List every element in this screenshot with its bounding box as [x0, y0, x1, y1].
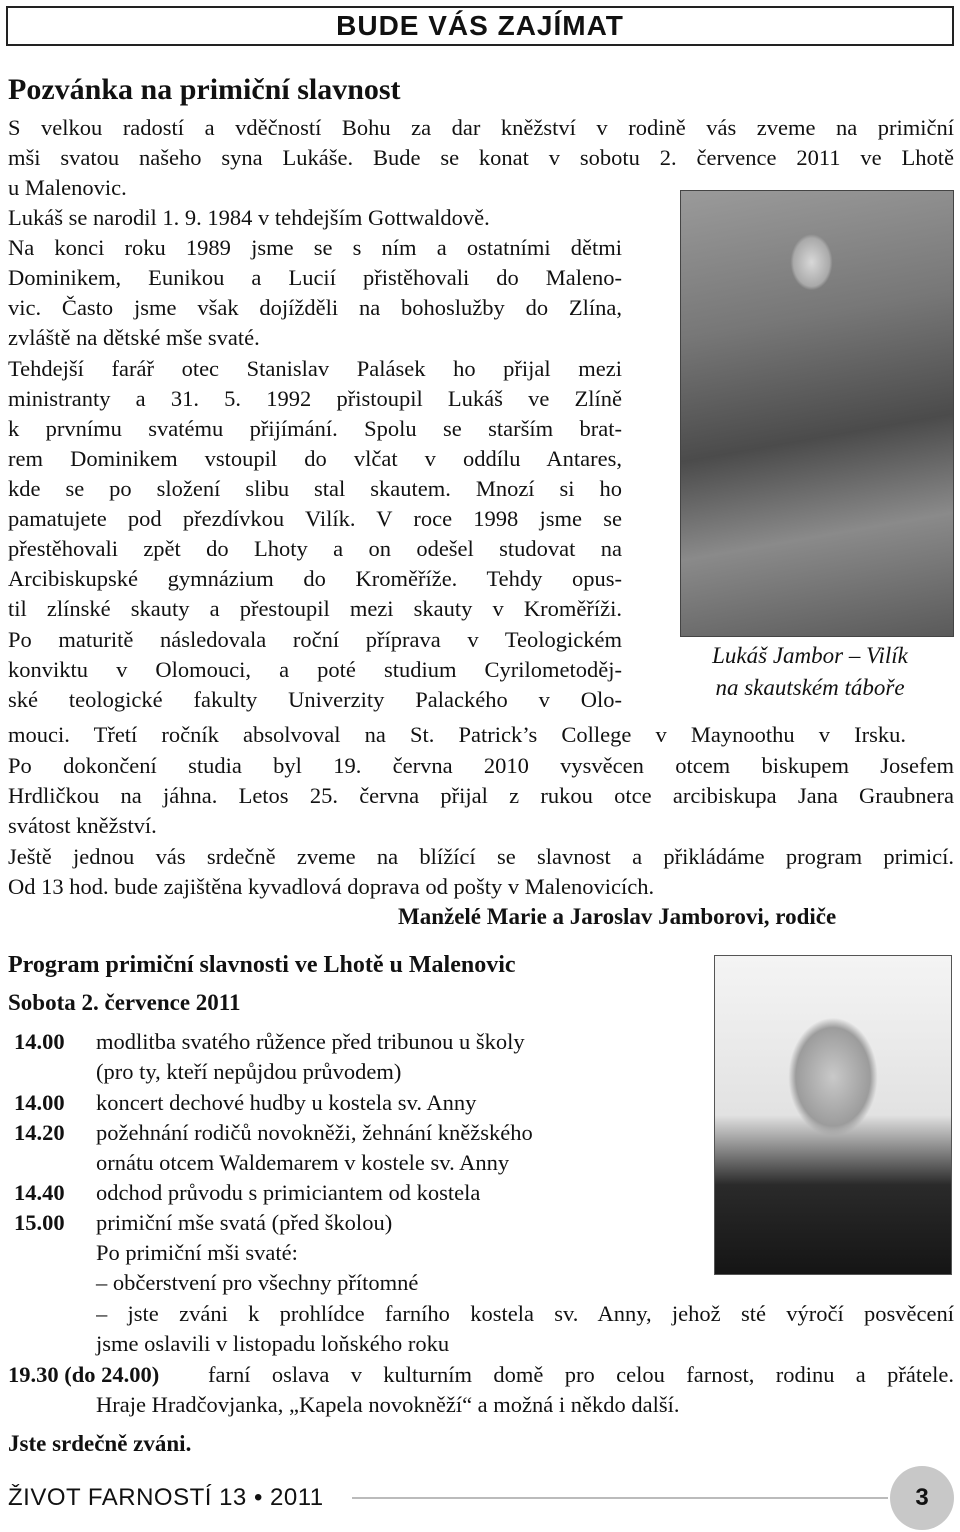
article-line: rem Dominikem vstoupil do vlčat v oddílu Antares,	[8, 446, 622, 471]
signature: Manželé Marie a Jaroslav Jamborovi, rodiče	[398, 904, 837, 929]
program-time: 14.00	[14, 1029, 65, 1054]
program-time: 14.40	[14, 1180, 65, 1205]
article-line: Po maturitě následovala roční příprava v Teologickém	[8, 627, 622, 652]
program-item: modlitba svatého růžence před tribunou u školy	[96, 1029, 525, 1054]
article-line: Lukáš se narodil 1. 9. 1984 v tehdejším Gottwaldově.	[8, 205, 490, 230]
priest-portrait-photo	[714, 955, 952, 1275]
article-line: přestěhovali zpět do Lhoty a on odešel studovat na	[8, 536, 622, 561]
article-line: svátost kněžství.	[8, 813, 157, 838]
footer-divider	[352, 1497, 888, 1499]
article-line: konviktu v Olomouci, a poté studium Cyrilometoděj-	[8, 657, 622, 682]
article-line: ské teologické fakulty Univerzity Palackého v Olo-	[8, 687, 622, 712]
publication-name: ŽIVOT FARNOSTÍ 13 • 2011	[8, 1484, 324, 1511]
article-line: Tehdejší farář otec Stanislav Palásek ho přijal mezi	[8, 356, 622, 381]
article-line: u Malenovic.	[8, 175, 127, 200]
closing-line: Jste srdečně zváni.	[8, 1431, 192, 1456]
program-time: 14.00	[14, 1090, 65, 1115]
program-time: 15.00	[14, 1210, 65, 1235]
article-line: ministranty a 31. 5. 1992 přistoupil Lukáš ve Zlíně	[8, 386, 622, 411]
program-item: – občerstvení pro všechny přítomné	[96, 1270, 419, 1295]
program-item: ornátu otcem Waldemarem v kostele sv. Anny	[96, 1150, 510, 1175]
article-line: Ještě jednou vás srdečně zveme na blížící se slavnost a přikládáme program primicí.	[8, 844, 954, 869]
photo-caption-line2: na skautském táboře	[715, 675, 905, 700]
article-line: k prvnímu svatému přijímání. Spolu se starším brat-	[8, 416, 622, 441]
program-item: jsme oslavili v listopadu loňského roku	[96, 1331, 450, 1356]
article-line: S velkou radostí a vděčností Bohu za dar kněžství v rodině vás zveme na primiční	[8, 115, 954, 140]
article-line: Arcibiskupské gymnázium do Kroměříže. Tehdy opus-	[8, 566, 622, 591]
article-line: Dominikem, Eunikou a Lucií přistěhovali do Maleno-	[8, 265, 622, 290]
article-line: mouci. Třetí ročník absolvoval na St. Patrick’s College v Maynoothu v Irsku.	[8, 722, 906, 747]
article-line: Hrdličkou na jáhna. Letos 25. června přijal z rukou otce arcibiskupa Jana Graubnera	[8, 783, 954, 808]
program-time: 14.20	[14, 1120, 65, 1145]
evening-time: 19.30 (do 24.00)	[8, 1362, 160, 1387]
program-item: – jste zváni k prohlídce farního kostela sv. Anny, jehož sté výročí posvěcení	[96, 1301, 954, 1326]
page-number: 3	[890, 1466, 954, 1530]
program-item: Po primiční mši svaté:	[96, 1240, 298, 1265]
program-item: požehnání rodičů novokněži, žehnání kněžského	[96, 1120, 533, 1145]
program-item: primiční mše svatá (před školou)	[96, 1210, 393, 1235]
program-item: odchod průvodu s primiciantem od kostela	[96, 1180, 481, 1205]
article-line: Od 13 hod. bude zajištěna kyvadlová doprava od pošty v Malenovicích.	[8, 874, 655, 899]
article-title: Pozvánka na primiční slavnost	[8, 73, 401, 106]
program-item: koncert dechové hudby u kostela sv. Anny	[96, 1090, 477, 1115]
article-line: mši svatou našeho syna Lukáše. Bude se konat v sobotu 2. července 2011 ve Lhotě	[8, 145, 954, 170]
article-line: kde se po složení slibu stal skautem. Mnozí si ho	[8, 476, 622, 501]
article-line: Na konci roku 1989 jsme se s ním a ostatními dětmi	[8, 235, 622, 260]
program-item: (pro ty, kteří nepůjdou průvodem)	[96, 1059, 402, 1084]
article-line: pamatujete pod přezdívkou Vilík. V roce 1998 jsme se	[8, 506, 622, 531]
article-line: vic. Často jsme však dojížděli na bohoslužby do Zlína,	[8, 295, 622, 320]
article-line: til zlínské skauty a přestoupil mezi skauty v Kroměříži.	[8, 596, 622, 621]
article-line: zvláště na dětské mše svaté.	[8, 325, 260, 350]
scout-photo	[680, 190, 954, 637]
program-title: Program primiční slavnosti ve Lhotě u Malenovic	[8, 952, 516, 978]
program-date: Sobota 2. července 2011	[8, 990, 241, 1015]
photo-caption-line1: Lukáš Jambor – Vilík	[712, 643, 908, 668]
evening-item-2: Hraje Hradčovjanka, „Kapela novokněží“ a možná i někdo další.	[96, 1392, 680, 1417]
evening-item: farní oslava v kulturním domě pro celou farnost, rodinu a přátele.	[208, 1362, 954, 1387]
article-line: Po dokončení studia byl 19. června 2010 vysvěcen otcem biskupem Josefem	[8, 753, 954, 778]
section-header: BUDE VÁS ZAJÍMAT	[336, 10, 624, 41]
